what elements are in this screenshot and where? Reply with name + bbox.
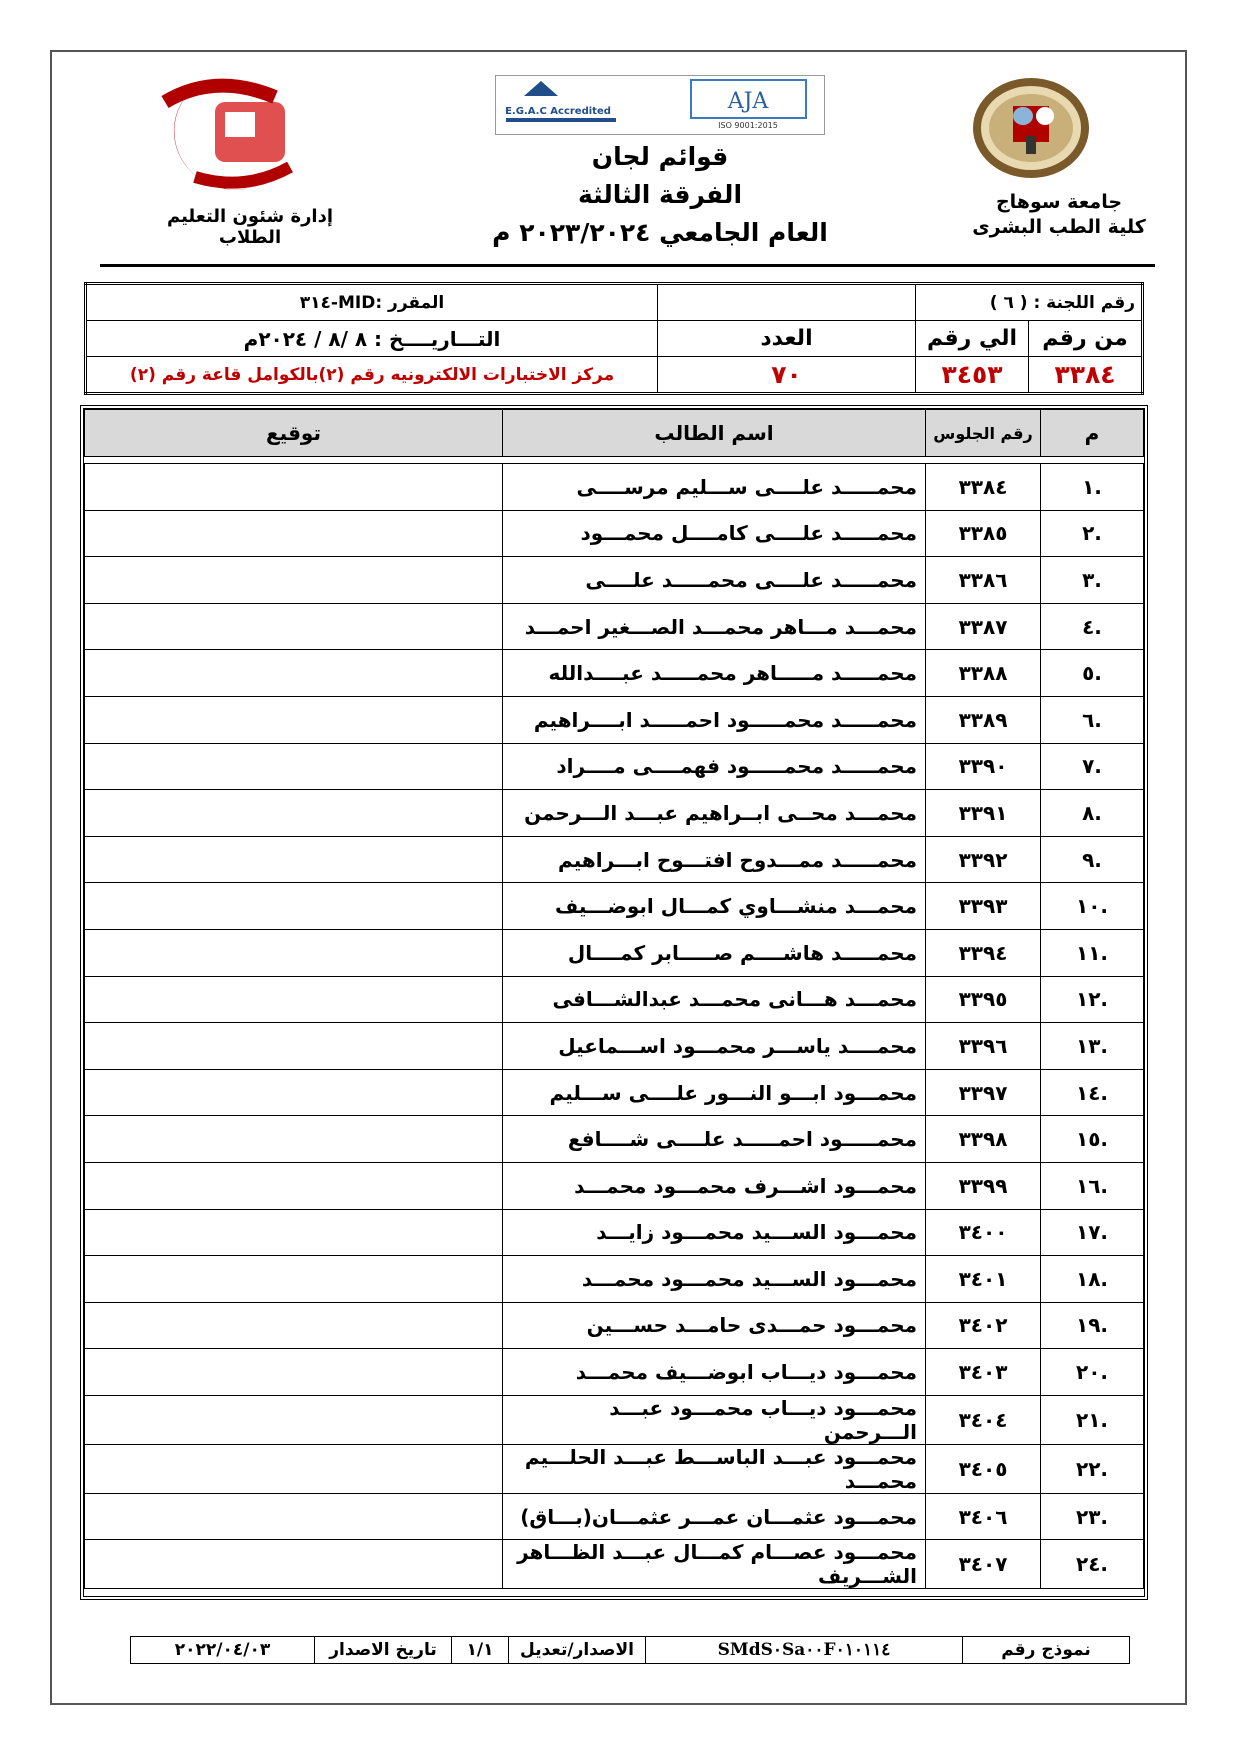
row-student-name: محمـــود حمـــدى حامـــد حســـين: [503, 1302, 926, 1349]
row-seat-number: ٣٤٠٥: [926, 1444, 1041, 1493]
row-seat-number: ٣٣٨٦: [926, 557, 1041, 604]
row-index: .٢٠: [1041, 1349, 1144, 1396]
row-student-name: محمــــد ياســـر محمـــود اســـماعيل: [503, 1023, 926, 1070]
to-label: الي رقم: [916, 321, 1029, 357]
table-row: [85, 1540, 1144, 1589]
table-row: [85, 1209, 1144, 1256]
header-index: م: [1041, 410, 1144, 457]
count-value: ٧٠: [658, 357, 916, 394]
row-seat-number: ٣٣٩١: [926, 790, 1041, 837]
info-empty-cell: [658, 284, 916, 321]
row-signature: [85, 557, 503, 604]
row-index: .٩: [1041, 836, 1144, 883]
row-seat-number: ٣٣٩٥: [926, 976, 1041, 1023]
row-index: .٦: [1041, 696, 1144, 743]
exam-location: مركز الاختبارات الالكترونيه رقم (٢)بالكوامل قاعة رقم (٢): [86, 357, 658, 394]
certification-badges: [496, 76, 824, 134]
table-row: [85, 603, 1144, 650]
form-number-label: نموذج رقم: [963, 1637, 1130, 1664]
table-row: [85, 1023, 1144, 1070]
title-lists: قوائم لجان: [591, 142, 729, 171]
row-signature: [85, 976, 503, 1023]
row-student-name: محمـــــد علــــى ســـليم مرســــى: [503, 464, 926, 511]
row-seat-number: ٣٤٠٧: [926, 1540, 1041, 1589]
row-signature: [85, 883, 503, 930]
table-row: [85, 1256, 1144, 1303]
row-signature: [85, 603, 503, 650]
row-signature: [85, 1069, 503, 1116]
row-seat-number: ٣٣٨٩: [926, 696, 1041, 743]
header-seat: رقم الجلوس: [926, 410, 1041, 457]
row-student-name: محمـــود الســـيد محمـــود محمـــد: [503, 1256, 926, 1303]
cert-left-text: E.G.A.C Accredited: [505, 106, 611, 117]
from-label: من رقم: [1029, 321, 1143, 357]
version-label: الاصدار/تعديل: [509, 1637, 646, 1664]
row-signature: [85, 1395, 503, 1444]
row-seat-number: ٣٣٩٠: [926, 743, 1041, 790]
row-student-name: محمـــد محــى ابــراهيم عبـــد الـــرحمن: [503, 790, 926, 837]
table-header-row: [85, 410, 1144, 457]
row-index: .٢٢: [1041, 1444, 1144, 1493]
row-signature: [85, 790, 503, 837]
committee-info-table: [84, 282, 1144, 395]
course-code: المقرر :MID-٣١٤: [86, 284, 658, 321]
title-year-group: الفرقة الثالثة: [577, 180, 743, 209]
row-index: .٢٤: [1041, 1540, 1144, 1589]
row-index: .١٣: [1041, 1023, 1144, 1070]
table-row: [85, 1116, 1144, 1163]
faculty-name: كلية الطب البشرى: [972, 216, 1146, 238]
row-signature: [85, 696, 503, 743]
row-student-name: محمـــــد علــــى كامــــل محمـــود: [503, 510, 926, 557]
row-student-name: محمـــود عثمـــان عمـــر عثمـــان(بـــاق): [503, 1493, 926, 1540]
row-signature: [85, 1302, 503, 1349]
row-index: .٢١: [1041, 1395, 1144, 1444]
table-row: [85, 696, 1144, 743]
row-seat-number: ٣٣٨٨: [926, 650, 1041, 697]
row-signature: [85, 836, 503, 883]
row-seat-number: ٣٣٩٢: [926, 836, 1041, 883]
row-student-name: محمـــد مـــاهر محمـــد الصـــغير احمـــد: [503, 603, 926, 650]
faculty-logo: [115, 72, 315, 197]
row-signature: [85, 1493, 503, 1540]
row-seat-number: ٣٣٨٧: [926, 603, 1041, 650]
row-seat-number: ٣٤٠١: [926, 1256, 1041, 1303]
row-seat-number: ٣٣٩٦: [926, 1023, 1041, 1070]
row-signature: [85, 1116, 503, 1163]
row-student-name: محمـــــد مـــــاهر محمـــــد عبــــدالله: [503, 650, 926, 697]
table-row: [85, 650, 1144, 697]
form-footer: [130, 1636, 1130, 1664]
form-number-value: SMdS٠Sa٠٠F٠١٠١١٤: [646, 1637, 963, 1664]
header-name: اسم الطالب: [503, 410, 926, 457]
row-index: .١٤: [1041, 1069, 1144, 1116]
header-separator: [85, 457, 1144, 464]
table-row: [85, 836, 1144, 883]
row-seat-number: ٣٣٩٧: [926, 1069, 1041, 1116]
row-student-name: محمـــد هـــانى محمـــد عبدالشـــافى: [503, 976, 926, 1023]
row-signature: [85, 1162, 503, 1209]
university-seal-logo: [971, 76, 1091, 181]
table-row: [85, 1395, 1144, 1444]
row-seat-number: ٣٤٠٢: [926, 1302, 1041, 1349]
table-row: [85, 1162, 1144, 1209]
row-student-name: محمـــود عبـــد الباســـط عبـــد الحلـــيم محمـــد: [503, 1444, 926, 1493]
row-student-name: محمـــود ديـــاب محمـــود عبـــد الـــرحمن: [503, 1395, 926, 1444]
university-name: جامعة سوهاج: [995, 191, 1123, 213]
row-index: .٧: [1041, 743, 1144, 790]
row-seat-number: ٣٣٩٣: [926, 883, 1041, 930]
table-row: [85, 510, 1144, 557]
row-student-name: محمـــود ديـــاب ابوضـــيف محمـــد: [503, 1349, 926, 1396]
row-index: .٤: [1041, 603, 1144, 650]
row-signature: [85, 1023, 503, 1070]
version-value: ١/١: [452, 1637, 509, 1664]
cert-right-text: AJA: [727, 89, 769, 114]
row-index: .١١: [1041, 929, 1144, 976]
row-index: .١٨: [1041, 1256, 1144, 1303]
students-table-body: [85, 464, 1144, 1589]
row-student-name: محمـــود اشـــرف محمـــود محمـــد: [503, 1162, 926, 1209]
row-seat-number: ٣٣٩٤: [926, 929, 1041, 976]
row-student-name: محمـــــد هاشــــم صـــــابر كمــــال: [503, 929, 926, 976]
from-value: ٣٣٨٤: [1029, 357, 1143, 394]
table-row: [85, 883, 1144, 930]
row-seat-number: ٣٣٩٨: [926, 1116, 1041, 1163]
row-index: .٥: [1041, 650, 1144, 697]
row-index: .١٢: [1041, 976, 1144, 1023]
row-index: .١٠: [1041, 883, 1144, 930]
exam-date: التـــاريــــخ : ٨ /٨ / ٢٠٢٤م: [86, 321, 658, 357]
row-student-name: محمـــود ابـــو النـــور علــــى ســـليم: [503, 1069, 926, 1116]
count-label: العدد: [658, 321, 916, 357]
table-row: [85, 1444, 1144, 1493]
row-signature: [85, 510, 503, 557]
row-index: .٢: [1041, 510, 1144, 557]
row-seat-number: ٣٤٠٠: [926, 1209, 1041, 1256]
table-row: [85, 1302, 1144, 1349]
row-seat-number: ٣٣٨٤: [926, 464, 1041, 511]
row-student-name: محمـــــد علــــى محمـــــد علــــى: [503, 557, 926, 604]
table-row: [85, 976, 1144, 1023]
issue-date-label: تاريخ الاصدار: [315, 1637, 452, 1664]
students-table: [84, 409, 1144, 1589]
row-signature: [85, 1209, 503, 1256]
table-row: [85, 557, 1144, 604]
header-signature: توقيع: [85, 410, 503, 457]
committee-number: رقم اللجنة : ( ٦ ): [916, 284, 1143, 321]
row-student-name: محمـــــود احمـــــد علــــى شــــافع: [503, 1116, 926, 1163]
row-index: .١٩: [1041, 1302, 1144, 1349]
row-index: .٨: [1041, 790, 1144, 837]
row-seat-number: ٣٤٠٣: [926, 1349, 1041, 1396]
table-row: [85, 929, 1144, 976]
table-row: [85, 790, 1144, 837]
row-signature: [85, 464, 503, 511]
row-signature: [85, 1444, 503, 1493]
row-signature: [85, 1540, 503, 1589]
header-divider: [100, 264, 1155, 267]
row-student-name: محمـــــد محمـــــود فهمــــى مــــراد: [503, 743, 926, 790]
title-academic-year: العام الجامعي ٢٠٢٣/٢٠٢٤ م: [492, 218, 828, 247]
row-signature: [85, 650, 503, 697]
certifications-box: [495, 75, 825, 135]
row-signature: [85, 929, 503, 976]
row-index: .٢٣: [1041, 1493, 1144, 1540]
row-index: .١٥: [1041, 1116, 1144, 1163]
row-seat-number: ٣٣٩٩: [926, 1162, 1041, 1209]
row-student-name: محمـــود الســـيد محمـــود زايـــد: [503, 1209, 926, 1256]
table-row: [85, 743, 1144, 790]
row-index: .٣: [1041, 557, 1144, 604]
row-index: .١٧: [1041, 1209, 1144, 1256]
row-student-name: محمـــــد ممـــدوح افتـــوح ابـــراهيم: [503, 836, 926, 883]
row-student-name: محمـــود عصـــام كمـــال عبـــد الظـــاهر الشـــريف: [503, 1540, 926, 1589]
row-signature: [85, 743, 503, 790]
table-row: [85, 1493, 1144, 1540]
row-student-name: محمـــد منشـــاوي كمـــال ابوضـــيف: [503, 883, 926, 930]
row-seat-number: ٣٣٨٥: [926, 510, 1041, 557]
table-row: [85, 1069, 1144, 1116]
department-name: إدارة شئون التعليم الطلاب: [166, 206, 334, 248]
row-seat-number: ٣٤٠٦: [926, 1493, 1041, 1540]
issue-date-value: ٢٠٢٢/٠٤/٠٣: [131, 1637, 315, 1664]
row-index: .١٦: [1041, 1162, 1144, 1209]
row-signature: [85, 1349, 503, 1396]
row-seat-number: ٣٤٠٤: [926, 1395, 1041, 1444]
cert-right-sub: ISO 9001:2015: [718, 121, 778, 130]
row-signature: [85, 1256, 503, 1303]
university-header: [949, 190, 1169, 240]
row-student-name: محمـــــد محمـــــود احمـــــد ابــــراهيم: [503, 696, 926, 743]
table-row: [85, 464, 1144, 511]
row-index: .١: [1041, 464, 1144, 511]
to-value: ٣٤٥٣: [916, 357, 1029, 394]
table-row: [85, 1349, 1144, 1396]
students-table-frame: [80, 405, 1148, 1600]
document-title: [440, 138, 880, 252]
